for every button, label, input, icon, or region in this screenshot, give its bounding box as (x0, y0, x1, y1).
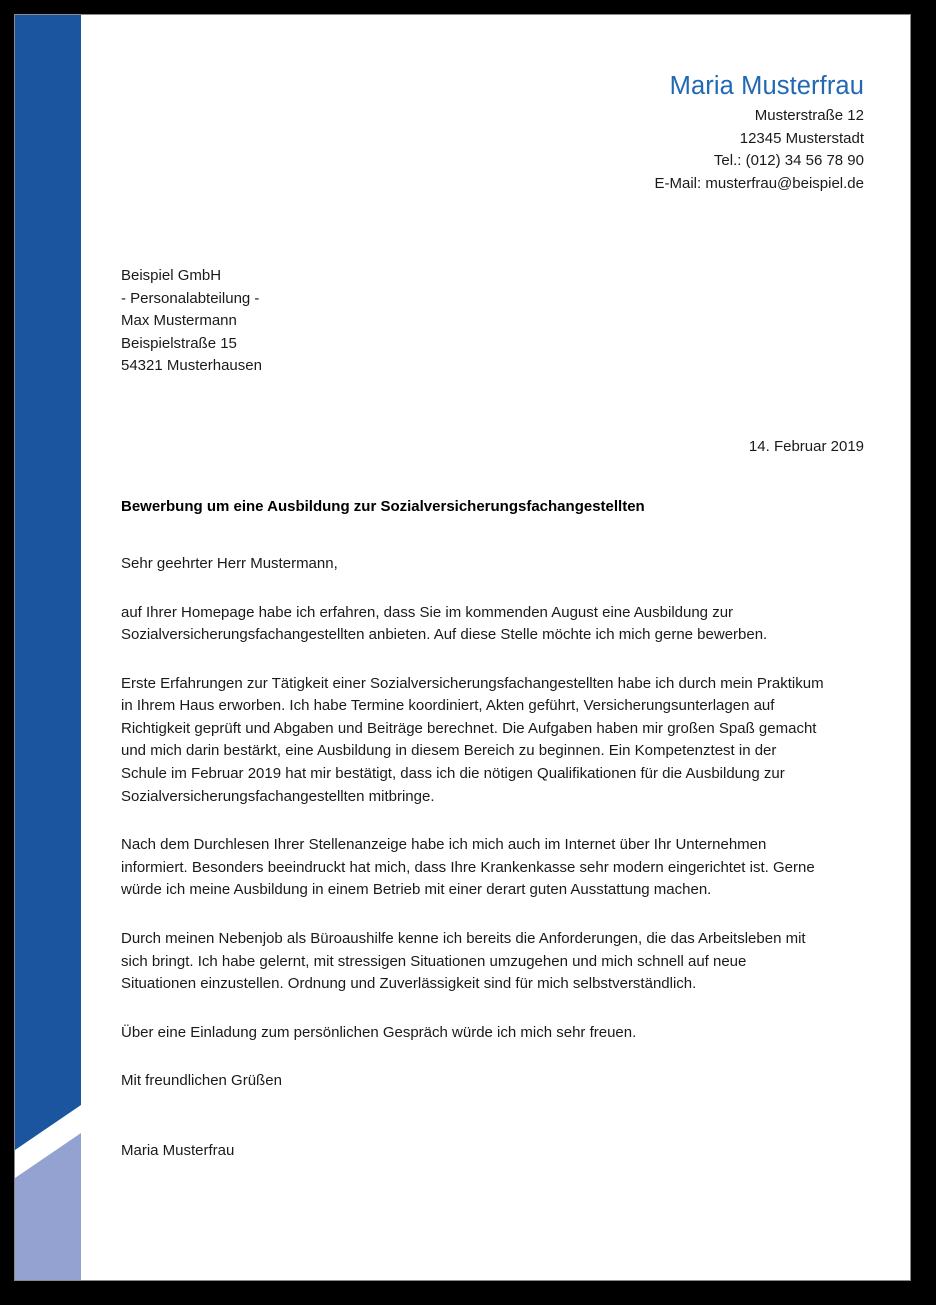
closing-phrase: Mit freundlichen Grüßen (121, 1072, 282, 1090)
letter-page (15, 15, 910, 1280)
recipient-department: - Personalabteilung - (121, 289, 260, 307)
recipient-street: Beispielstraße 15 (121, 334, 237, 352)
body-paragraph-2: Erste Erfahrungen zur Tätigkeit einer Sozialversicherungsfachangestellten habe ich durch mein Praktikum in Ihrem Haus erworben. Ich habe Termine koordiniert, Akten geführt, Versicherungsunterlagen auf Richtigkeit geprüft und Abgaben und Beiträge berechnet. Die Aufgaben haben mir großen Spaß gemacht und mich darin bestärkt, eine Ausbildung in diesem Bereich zu beginnen. Ein Kompetenztest in der Schule im Februar 2019 hat mir bestätigt, dass ich die nötigen Qualifikationen für die Ausbildung zur Sozialversicherungsfachangestellten mitbringe. (121, 674, 824, 805)
sender-email: E-Mail: musterfrau@beispiel.de (654, 174, 864, 192)
recipient-city: 54321 Musterhausen (121, 357, 262, 374)
letter-date: 14. Februar 2019 (748, 438, 864, 455)
letter-subject: Bewerbung um eine Ausbildung zur Sozialversicherungsfachangestellten (121, 498, 645, 515)
sender-city: 12345 Musterstadt (739, 129, 864, 147)
recipient-block (121, 265, 262, 378)
accent-band-dark (15, 15, 81, 1155)
body-paragraph-5: Über eine Einladung zum persönlichen Gespräch würde ich mich sehr freuen. (121, 1023, 637, 1041)
decorative-left-band (15, 15, 81, 1280)
body-paragraph-4: Durch meinen Nebenjob als Büroaushilfe kenne ich bereits die Anforderungen, die das Arbeitsleben mit sich bringt. Ich habe gelernt, mit stressigen Situationen umzugehen und mich schnell auf neue Situationen einzustellen. Ordnung und Zuverlässigkeit sind für mich selbstverständlich. (121, 930, 806, 993)
sender-name: Maria Musterfrau (669, 72, 864, 100)
letter-body (121, 553, 824, 1162)
letter-content (121, 15, 864, 1280)
recipient-company: Beispiel GmbH (121, 267, 222, 284)
recipient-contact: Max Mustermann (121, 312, 237, 329)
sender-phone: Tel.: (012) 34 56 78 90 (713, 152, 864, 169)
signature-name: Maria Musterfrau (121, 1141, 235, 1159)
body-paragraph-1: auf Ihrer Homepage habe ich erfahren, dass Sie im kommenden August eine Ausbildung zur Sozialversicherungsfachangestellten anbieten. Auf diese Stelle möchte ich mich gerne bewerben. (121, 603, 768, 644)
sender-street: Musterstraße 12 (754, 107, 864, 124)
salutation: Sehr geehrter Herr Mustermann, (121, 555, 338, 572)
sender-block (655, 70, 864, 195)
accent-band-light (15, 1105, 81, 1280)
body-paragraph-3: Nach dem Durchlesen Ihrer Stellenanzeige habe ich mich auch im Internet über Ihr Unternehmen informiert. Besonders beeindruckt hat mich, dass Ihre Krankenkasse sehr modern eingerichtet ist. Gerne würde ich meine Ausbildung in einem Betrieb mit einer derart guten Ausstattung machen. (121, 836, 815, 899)
